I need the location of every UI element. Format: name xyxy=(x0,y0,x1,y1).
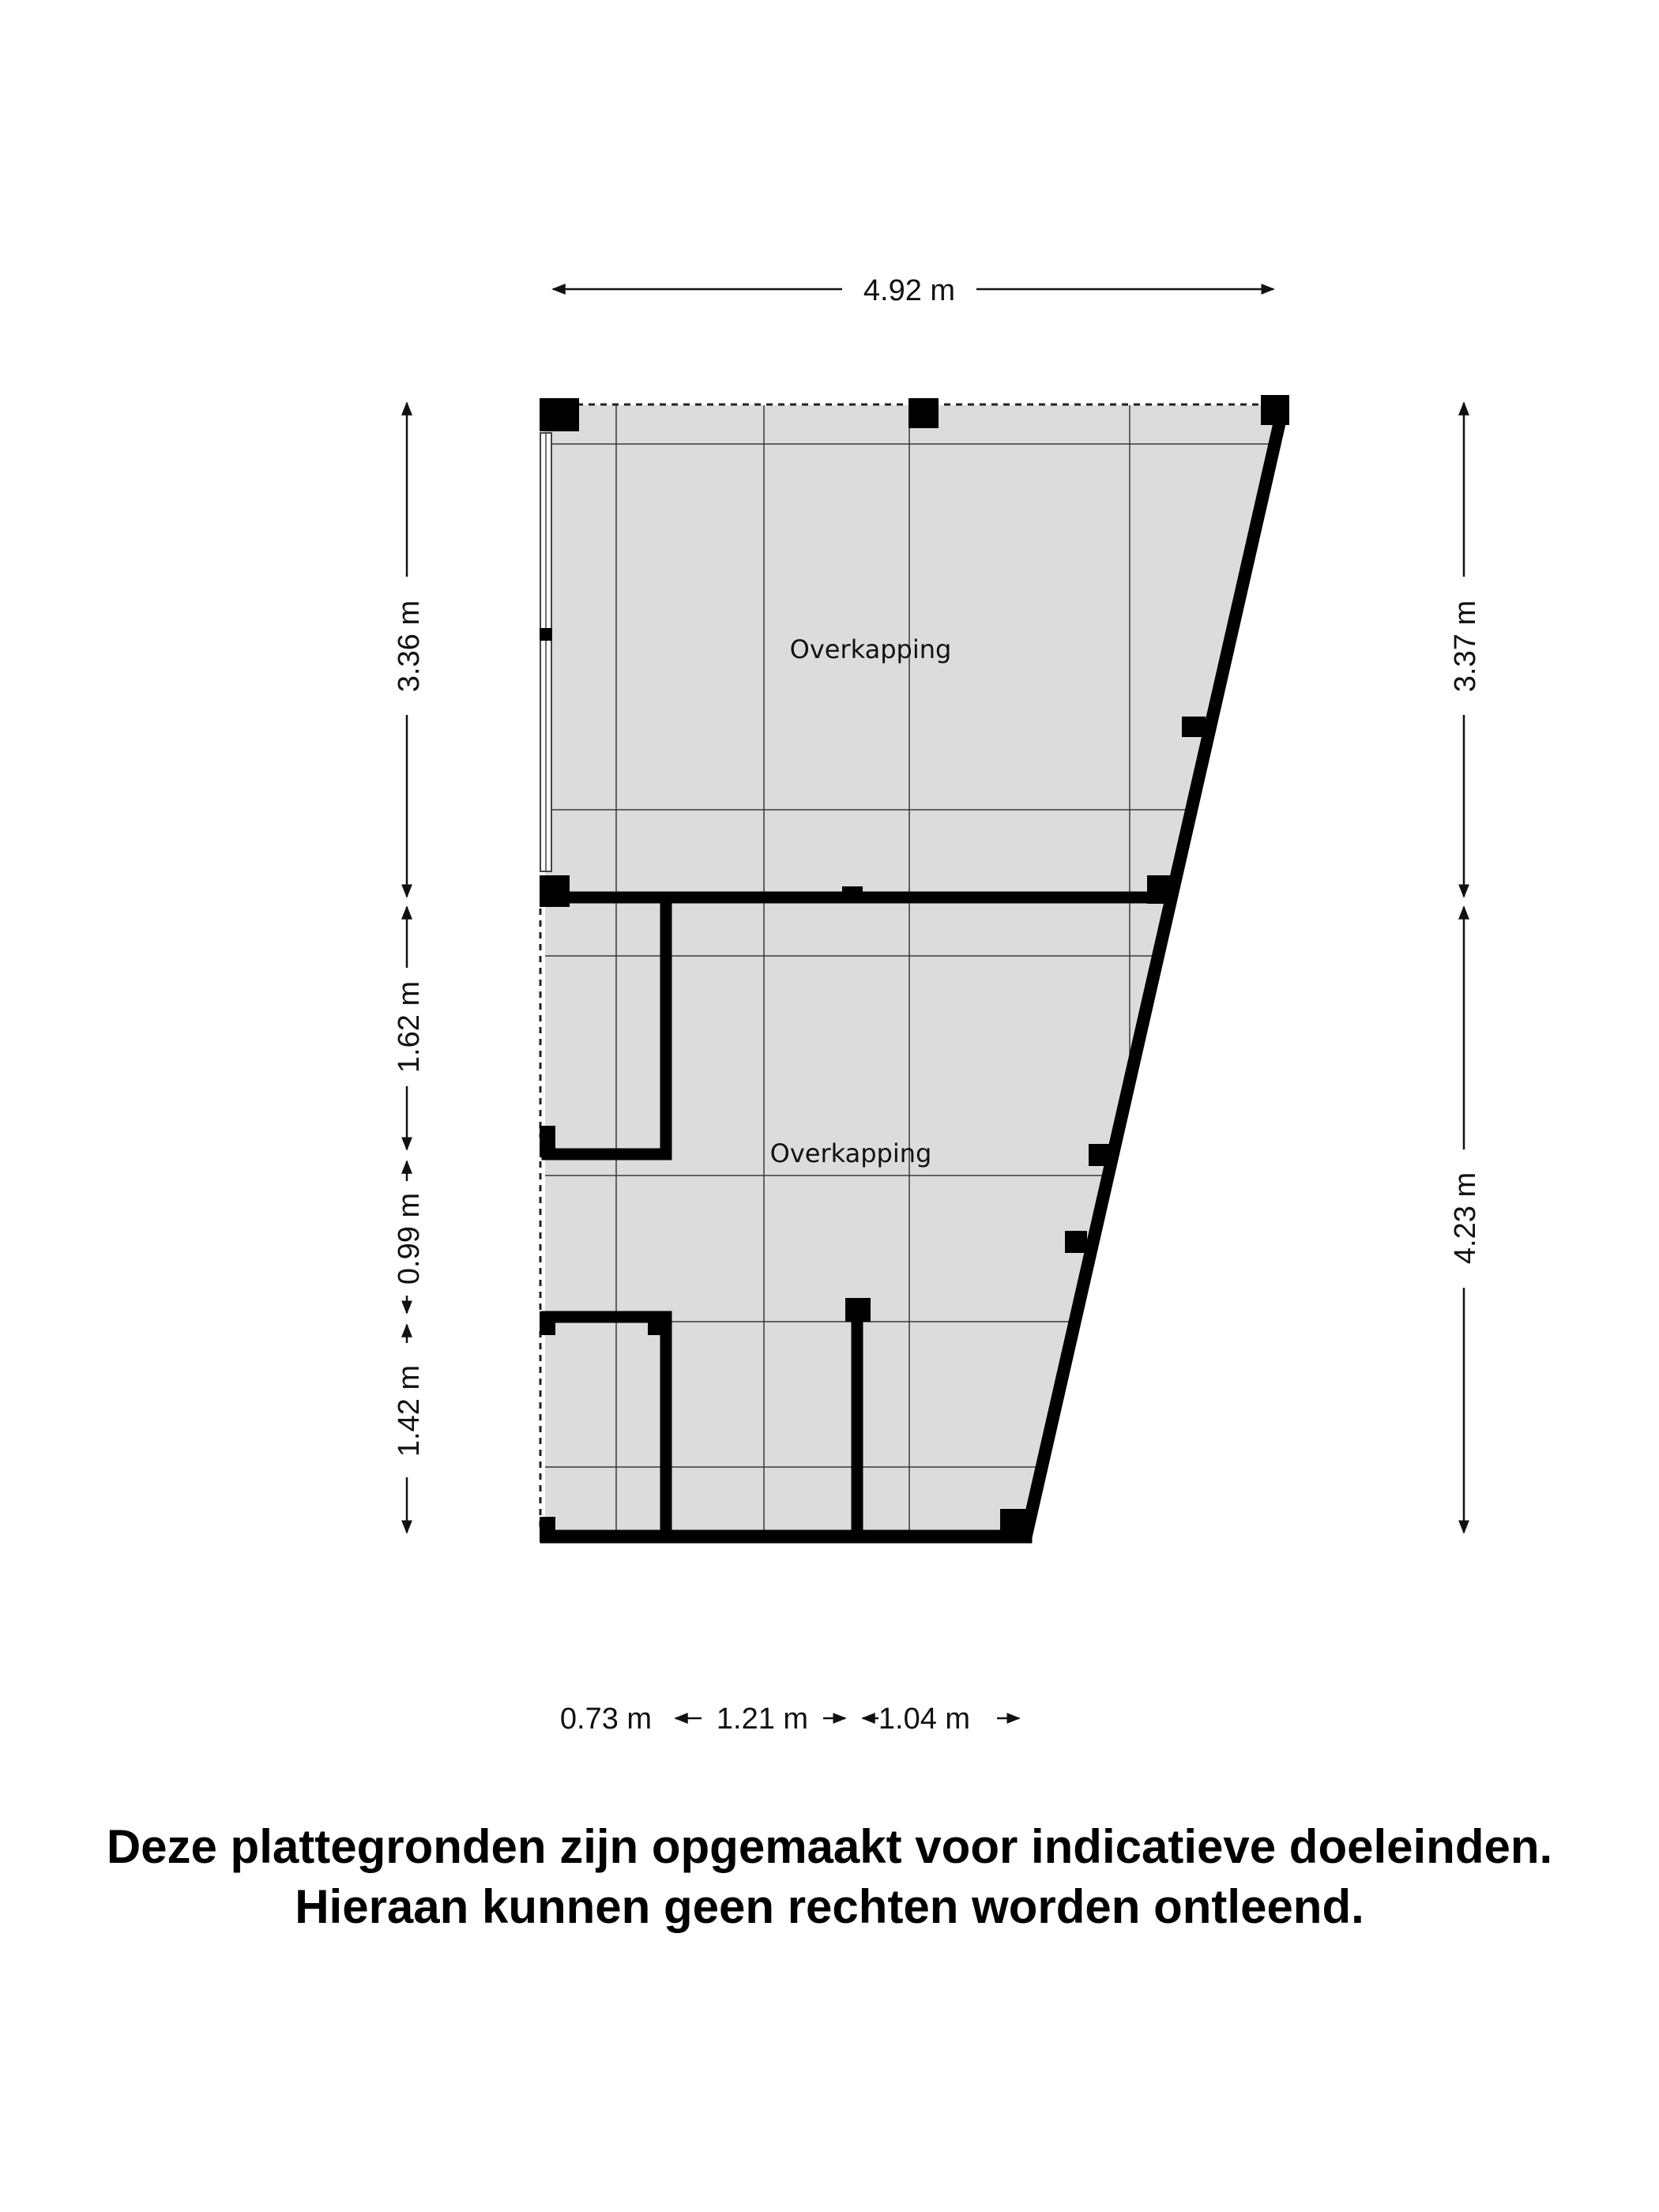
floor-area xyxy=(545,405,1278,1540)
dimension-bottom-3: 1.04 m xyxy=(878,1702,971,1736)
dimension-top-label: 4.92 m xyxy=(863,274,956,307)
dimension-left-mid1: 1.62 m xyxy=(393,980,426,1074)
dimension-left-upper: 3.36 m xyxy=(393,600,426,693)
disclaimer-line-2: Hieraan kunnen geen rechten worden ontleend. xyxy=(295,1880,1364,1933)
dimension-bottom-1: 0.73 m xyxy=(559,1702,653,1736)
dimension-right-lower: 4.23 m xyxy=(1449,1172,1482,1265)
dimension-bottom-2: 1.21 m xyxy=(716,1702,809,1736)
dimension-left-mid2: 0.99 m xyxy=(393,1192,426,1285)
room-label-upper: Overkapping xyxy=(789,634,952,664)
disclaimer-line-1: Deze plattegronden zijn opgemaakt voor indicatieve doeleinden. xyxy=(106,1820,1553,1873)
dimension-right-upper: 3.37 m xyxy=(1449,600,1482,693)
dimension-left-lower: 1.42 m xyxy=(393,1364,426,1458)
room-label-lower: Overkapping xyxy=(769,1138,932,1168)
window xyxy=(540,433,552,871)
